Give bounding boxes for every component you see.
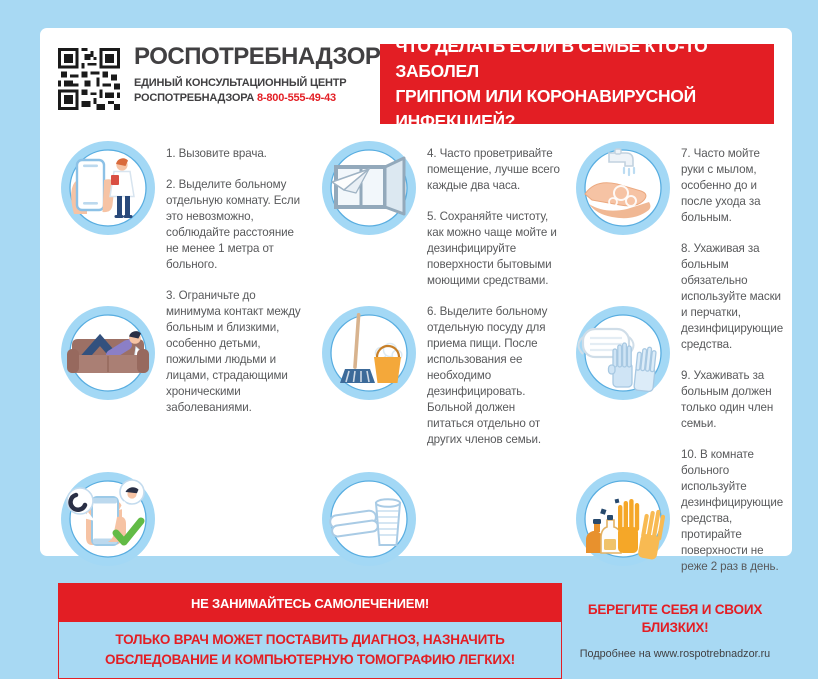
tip-text-4: 4. Часто проветривайте помещение, лучше всего каждые два часа. [427,147,560,192]
logo-title: РОСПОТРЕБНАДЗОР [134,43,381,70]
tips-column-1 [58,136,313,575]
text-stack-1 [166,136,313,575]
title-banner-line2: ГРИППОМ ИЛИ КОРОНАВИРУСНОЙ ИНФЕКЦИЕЙ? [395,86,696,131]
footer-right [576,583,774,679]
header [58,36,774,131]
logo-subtitle [134,76,380,106]
washing-hands-icon [573,138,673,238]
qr-code-icon [58,48,120,110]
logo-subtitle-line2: РОСПОТРЕБНАДЗОРА 8-800-555-49-43 [134,92,336,105]
tip-text-5: 5. Сохраняйте чистоту, как можно чаще мойте и дезинфицируйте поверхности бытовыми моющими средствами. [427,209,557,287]
icon-stack-1 [58,136,158,575]
tip-text-3: 3. Ограничьте до минимума контакт между больным и близкими, особенно детьми, пожилыми людьми и лицами, страдающими хроническими заболеваниями. [166,288,301,414]
title-banner [380,36,774,131]
warning-box [58,583,562,679]
tip-text-1: 1. Вызовите врача. [166,147,267,160]
footer [58,583,774,679]
hotline-phone: 8-800-555-49-43 [257,92,336,105]
tips-column-2 [319,136,567,575]
closing-message: БЕРЕГИТЕ СЕБЯ И СВОИХ БЛИЗКИХ! [587,601,763,636]
title-banner-line1: ЧТО ДЕЛАТЬ ЕСЛИ В СЕМЬЕ КТО-ТО ЗАБОЛЕЛ [395,36,708,82]
disinfection-gloves-icon [573,469,673,569]
poster-card [40,28,792,667]
mop-and-bucket-icon [319,303,419,403]
separate-dishes-icon [319,469,419,569]
tips-column-3 [573,136,789,575]
tip-text-7: 7. Часто мойте руки с мылом, особенно до и после ухода за больным. [681,147,761,224]
call-doctor-icon [58,138,158,238]
phone-video-call-icon [58,469,158,569]
icon-stack-3 [573,136,673,575]
tip-text-8: 8. Ухаживая за больным обязательно используйте маски и перчатки, дезинфицирующие средства. [681,241,784,351]
icon-stack-2 [319,136,419,575]
sick-person-couch-icon [58,303,158,403]
tip-text-6: 6. Выделите больному отдельную посуду для приема пищи. После использования ее необходимо дезинфицировать. Больной должен питаться отдельно от других членов семьи. [427,304,548,446]
warning-body: ТОЛЬКО ВРАЧ МОЖЕТ ПОСТАВИТЬ ДИАГНОЗ, НАЗНАЧИТЬ ОБСЛЕДОВАНИЕ И КОМПЬЮТЕРНУЮ ТОМОГРАФИЮ ЛЕГКИХ! [105,632,515,667]
text-stack-3 [681,136,789,575]
warning-title: НЕ ЗАНИМАЙТЕСЬ САМОЛЕЧЕНИЕМ! [59,584,561,622]
website-note: Подробнее на www.rospotrebnadzor.ru [579,648,771,661]
tips-grid [58,124,784,575]
text-stack-2 [427,136,567,575]
open-window-icon [319,138,419,238]
tip-text-10: 10. В комнате больного используйте дезинфицирующие средства, протирайте поверхности не реже 2 раз в день. [681,447,784,573]
logo-block [134,44,380,106]
mask-and-gloves-icon [573,303,673,403]
tip-text-2: 2. Выделите больному отдельную комнату. Если это невозможно, соблюдайте расстояние не менее 1 метра от больного. [166,177,300,271]
tip-text-9: 9. Ухаживать за больным должен только один член семьи. [681,368,774,430]
logo-subtitle-line1: ЕДИНЫЙ КОНСУЛЬТАЦИОННЫЙ ЦЕНТР [134,77,347,90]
